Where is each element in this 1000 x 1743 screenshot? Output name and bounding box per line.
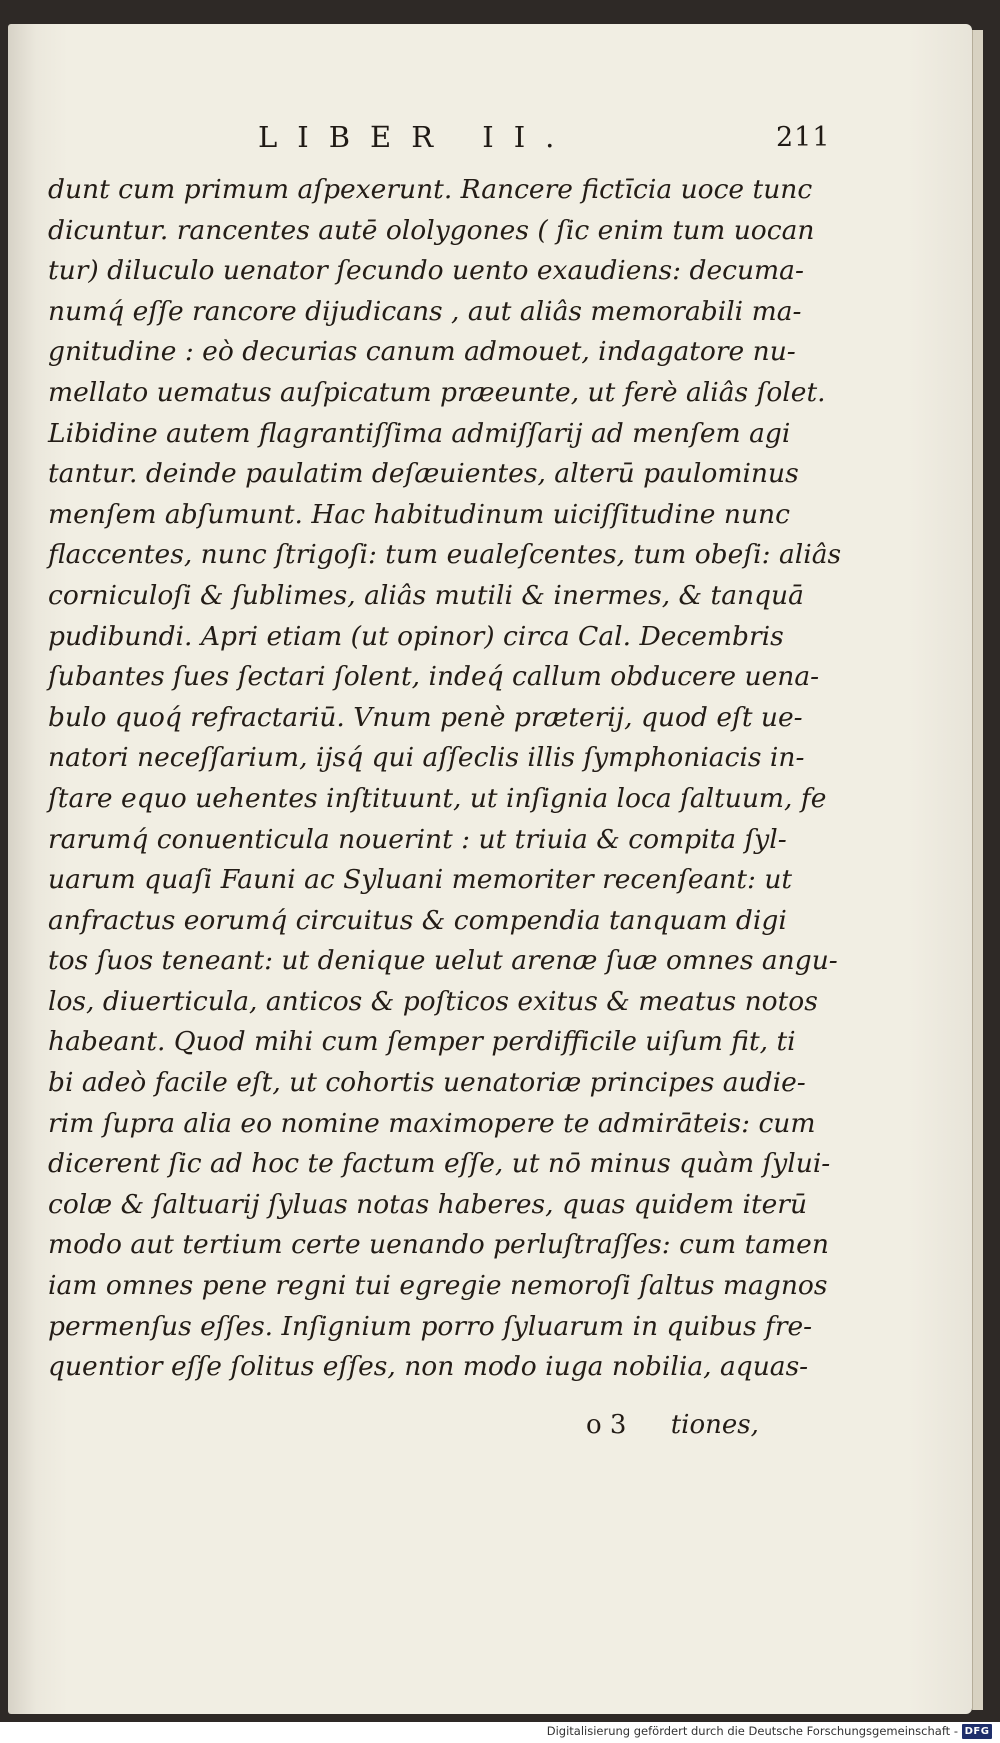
catchword: tiones, [670,1410,759,1440]
text-line: bi adeò facile eſt, ut cohortis uenatoriæ principes audie- [48,1067,806,1099]
text-line: tantur. deinde paulatim deſæuientes, alterū paulominus [48,458,799,490]
digitization-credit: Digitalisierung gefördert durch die Deutsche Forschungsgemeinschaft - [546,1724,958,1738]
running-title: LIBER II. [258,120,575,154]
text-line: natori neceſſarium, ijsq́ qui aſſeclis illis ſymphoniacis in- [48,742,805,774]
text-line: habeant. Quod mihi cum ſemper perdifficile uiſum fit, ti [48,1026,796,1058]
text-line: rim ſupra alia eo nomine maximopere te admirāteis: cum [48,1107,816,1139]
text-line: ſubantes ſues ſectari ſolent, indeq́ callum obducere uena- [48,661,820,693]
page-edge [972,30,983,1710]
text-line: Libidine autem flagrantiſſima admiſſarij ad menſem agi [48,417,791,449]
folio-number: 211 [776,122,831,153]
catchline [586,1410,759,1440]
text-line: permenſus eſſes. Inſignium porro ſyluarum in quibus fre- [48,1310,813,1342]
text-line: tos ſuos teneant: ut denique uelut arenæ ſuæ omnes angu- [48,945,838,977]
text-line: mellato uematus auſpicatum præeunte, ut ferè aliâs ſolet. [48,376,826,408]
text-line: tur) diluculo uenator ſecundo uento exaudiens: decuma- [48,255,804,287]
text-line: quentior eſſe ſolitus eſſes, non modo iuga nobilia, aquas- [48,1351,809,1383]
text-line: dunt cum primum aſpexerunt. Rancere fictīcia uoce tunc [48,174,813,205]
text-line: colæ & ſaltuarij ſyluas notas haberes, quas quidem iterū [48,1188,808,1220]
text-line: ſtare equo uehentes inſtituunt, ut inſignia loca ſaltuum, fe [48,782,827,814]
text-line: gnitudine : eò decurias canum admouet, indagatore nu- [48,336,796,368]
text-line: menſem abſumunt. Hac habitudinum uiciſſitudine nunc [48,498,790,530]
text-line: los, diuerticula, anticos & poſticos exitus & meatus notos [48,985,818,1017]
footer-bar [0,1722,1000,1743]
text-line: anfractus eorumq́ circuitus & compendia tanquam digi [48,904,787,936]
text-line: iam omnes pene regni tui egregie nemoroſi ſaltus magnos [48,1270,828,1302]
text-line: bulo quoq́ refractariū. Vnum penè præterij, quod eſt ue- [48,701,803,733]
text-line: flaccentes, nunc ſtrigoſi: tum eualeſcentes, tum obeſi: aliâs [48,539,842,571]
body-text [48,170,842,1388]
text-line: dicerent ſic ad hoc te factum eſſe, ut nō minus quàm ſylui- [48,1148,831,1180]
text-line: pudibundi. Apri etiam (ut opinor) circa Cal. Decembris [48,620,784,652]
text-line: dicuntur. rancentes autē ololygones ( ſic enim tum uocan [48,214,815,246]
text-line: modo aut tertium certe uenando perluſtraſſes: cum tamen [48,1229,829,1261]
signature-mark: o 3 [586,1410,627,1440]
text-line: rarumq́ conuenticula nouerint : ut triuia & compita ſyl- [48,823,787,855]
text-line: corniculoſi & ſublimes, aliâs mutili & inermes, & tanquā [48,579,804,611]
page-header [0,120,1000,160]
dfg-logo-icon: DFG [962,1724,992,1739]
text-line: numq́ eſſe rancore dijudicans , aut aliâs memorabili ma- [48,295,802,327]
text-line: uarum quaſi Fauni ac Syluani memoriter recenſeant: ut [48,864,793,896]
